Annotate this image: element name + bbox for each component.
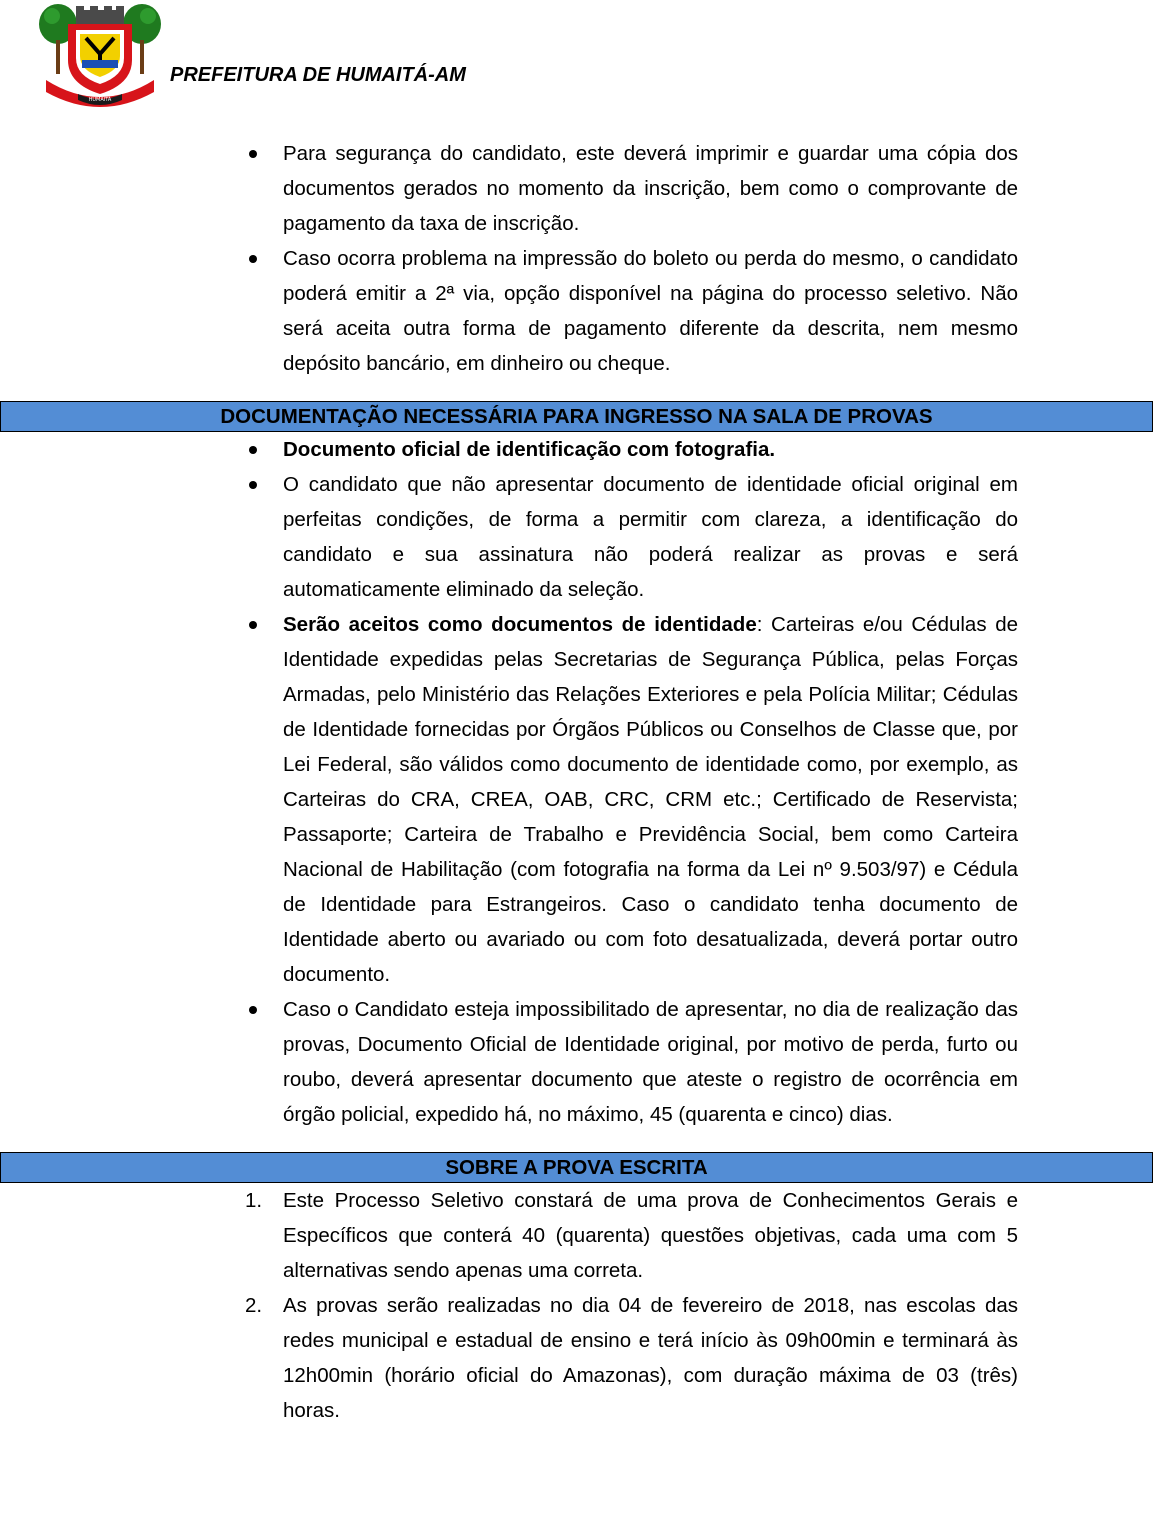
list-item-text: O candidato que não apresentar documento de identidade oficial original em perfeitas condições, de forma a permitir com clareza, a identificação do candidato e sua assinatura não poderá realizar as provas e será automaticamente eliminado da seleção. [283,473,1018,601]
list-item [283,432,1018,467]
list-item [283,241,1018,381]
list-item-text: Este Processo Seletivo constará de uma prova de Conhecimentos Gerais e Específicos que conterá 40 (quarenta) questões objetivas, cada uma com 5 alternativas sendo apenas uma correta. [283,1189,1018,1282]
intro-bullet-list [0,136,1153,381]
list-item-text: As provas serão realizadas no dia 04 de fevereiro de 2018, nas escolas das redes municipal e estadual de ensino e terá início às 09h00min e terminará às 12h00min (horário oficial do Amazonas), com duração máxima de 03 (três) horas. [283,1294,1018,1422]
exam-numbered-list [0,1183,1153,1428]
municipal-crest-logo [38,2,162,108]
list-item-number: 2. [245,1294,263,1317]
list-item-bold-text: Documento oficial de identificação com fotografia. [283,438,776,461]
list-item-text: Caso o Candidato esteja impossibilitado de apresentar, no dia de realização das provas, Documento Oficial de Identidade original, por motivo de perda, furto ou roubo, deverá apresentar documento que ateste o registro de ocorrência em órgão policial, expedido há, no máximo, 45 (quarenta e cinco) dias. [283,998,1018,1126]
bullet-icon [249,255,257,263]
section-heading-documentation: DOCUMENTAÇÃO NECESSÁRIA PARA INGRESSO NA SALA DE PROVAS [0,401,1153,432]
section-heading-written-exam: SOBRE A PROVA ESCRITA [0,1152,1153,1183]
list-item-number: 1. [245,1189,263,1212]
bullet-icon [249,150,257,158]
bullet-icon [249,621,257,629]
list-item [283,467,1018,607]
list-item [245,1183,1018,1288]
list-item-text: Para segurança do candidato, este deverá imprimir e guardar uma cópia dos documentos gerados no momento da inscrição, bem como o comprovante de pagamento da taxa de inscrição. [283,142,1018,235]
crest-banner-text: HUMAITÁ [88,97,112,103]
list-item-text: Caso ocorra problema na impressão do boleto ou perda do mesmo, o candidato poderá emitir a 2ª via, opção disponível na página do processo seletivo. Não será aceita outra forma de pagamento diferente da descrita, nem mesmo depósito bancário, em dinheiro ou cheque. [283,247,1018,375]
bullet-icon [249,446,257,454]
page-header [38,2,638,112]
page-title: PREFEITURA DE HUMAITÁ-AM [170,64,466,86]
document-body [0,136,1153,1428]
bullet-icon [249,481,257,489]
list-item-text: : Carteiras e/ou Cédulas de Identidade expedidas pelas Secretarias de Segurança Pública, pelas Forças Armadas, pelo Ministério das Relações Exteriores e pela Polícia Militar; Cédulas de Identidade fornecidas por Órgãos Públicos ou Conselhos de Classe que, por Lei Federal, são válidos como documento de identidade como, por exemplo, as Carteiras do CRA, CREA, OAB, CRC, CRM etc.; Certificado de Reservista; Passaporte; Carteira de Trabalho e Previdência Social, bem como Carteira Nacional de Habilitação (com fotografia na forma da Lei nº 9.503/97) e Cédula de Identidade para Estrangeiros. Caso o candidato tenha documento de Identidade aberto ou avariado ou com foto desatualizada, deverá portar outro documento. [283,613,1019,986]
documentation-bullet-list [0,432,1153,1132]
list-item [283,136,1018,241]
list-item [283,992,1018,1132]
list-item-bold-text: Serão aceitos como documentos de identidade [283,613,757,636]
list-item [283,607,1018,992]
bullet-icon [249,1006,257,1014]
list-item [245,1288,1018,1428]
